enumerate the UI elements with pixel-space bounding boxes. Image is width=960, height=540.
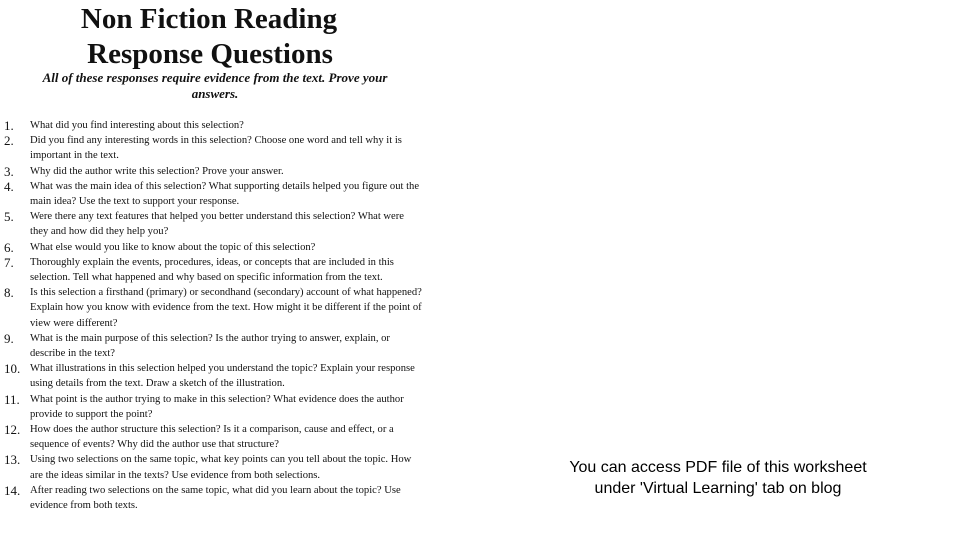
question-text: How does the author structure this selection? Is it a comparison, cause and effect, or a sequence of events? Why did the author use that structure?: [30, 424, 394, 451]
question-item: [0, 164, 430, 179]
question-number: 9.: [4, 330, 14, 346]
question-text: Were there any text features that helped you better understand this selection? What were they and how did they help you?: [30, 211, 404, 238]
question-item: [0, 452, 430, 482]
question-item: [0, 392, 430, 422]
question-list: [0, 118, 430, 513]
question-text: What illustrations in this selection helped you understand the topic? Explain your response using details from the text. Draw a sketch of the illustration.: [30, 363, 415, 390]
question-text: Is this selection a firsthand (primary) or secondhand (secondary) account of what happened? Explain how you know with evidence from the text. How might it be different if the point of view were different?: [30, 287, 422, 329]
question-item: [0, 179, 430, 209]
question-text: What is the main purpose of this selection? Is the author trying to answer, explain, or describe in the text?: [30, 332, 390, 360]
question-item: [0, 118, 430, 133]
title-line-1: Non Fiction Reading: [80, 3, 338, 35]
pdf-access-note: You can access PDF file of this worksheet under 'Virtual Learning' tab on blog: [569, 459, 867, 497]
question-number: 7.: [4, 254, 14, 270]
question-text: Why did the author write this selection? Prove your answer.: [30, 165, 284, 177]
question-item: [0, 422, 430, 452]
question-text: Did you find any interesting words in this selection? Choose one word and tell why it is important in the text.: [30, 135, 402, 162]
worksheet-title: [0, 2, 430, 72]
question-item: [0, 331, 430, 361]
question-number: 12.: [4, 422, 21, 438]
question-number: 1.: [4, 118, 14, 133]
question-item: [0, 133, 430, 163]
question-number: 6.: [4, 239, 14, 255]
worksheet-image: [0, 0, 430, 540]
question-item: [0, 483, 430, 513]
question-item: [0, 361, 430, 391]
question-text: What was the main idea of this selection? What supporting details helped you figure out the main idea? Use the text to support your response.: [30, 180, 420, 208]
question-text: Thoroughly explain the events, procedures, ideas, or concepts that are included in this selection. Tell what happened and why based on specific information from the text.: [30, 256, 394, 284]
question-item: [0, 255, 430, 285]
worksheet-subtitle: All of these responses require evidence from the text. Prove your answers.: [42, 70, 388, 101]
question-number: 13.: [4, 452, 21, 468]
title-line-2: Response Questions: [87, 38, 333, 70]
question-number: 4.: [4, 178, 14, 194]
question-item: [0, 240, 430, 255]
question-number: 8.: [4, 285, 14, 301]
question-number: 2.: [4, 133, 14, 149]
question-number: 11.: [4, 391, 20, 407]
question-item: [0, 285, 430, 331]
question-number: 5.: [4, 209, 14, 225]
question-text: Using two selections on the same topic, what key points can you tell about the topic. How are the ideas similar in the texts? Use evidence from both selections.: [30, 454, 412, 481]
question-number: 10.: [4, 361, 21, 377]
question-text: What else would you like to know about the topic of this selection?: [30, 241, 316, 253]
question-text: What point is the author trying to make in this selection? What evidence does the author provide to support the point?: [30, 393, 404, 420]
question-text: What did you find interesting about this selection?: [30, 120, 244, 131]
question-item: [0, 209, 430, 239]
question-number: 3.: [4, 163, 14, 179]
question-number: 14.: [4, 482, 21, 498]
question-text: After reading two selections on the same topic, what did you learn about the topic? Use evidence from both texts.: [30, 484, 401, 512]
